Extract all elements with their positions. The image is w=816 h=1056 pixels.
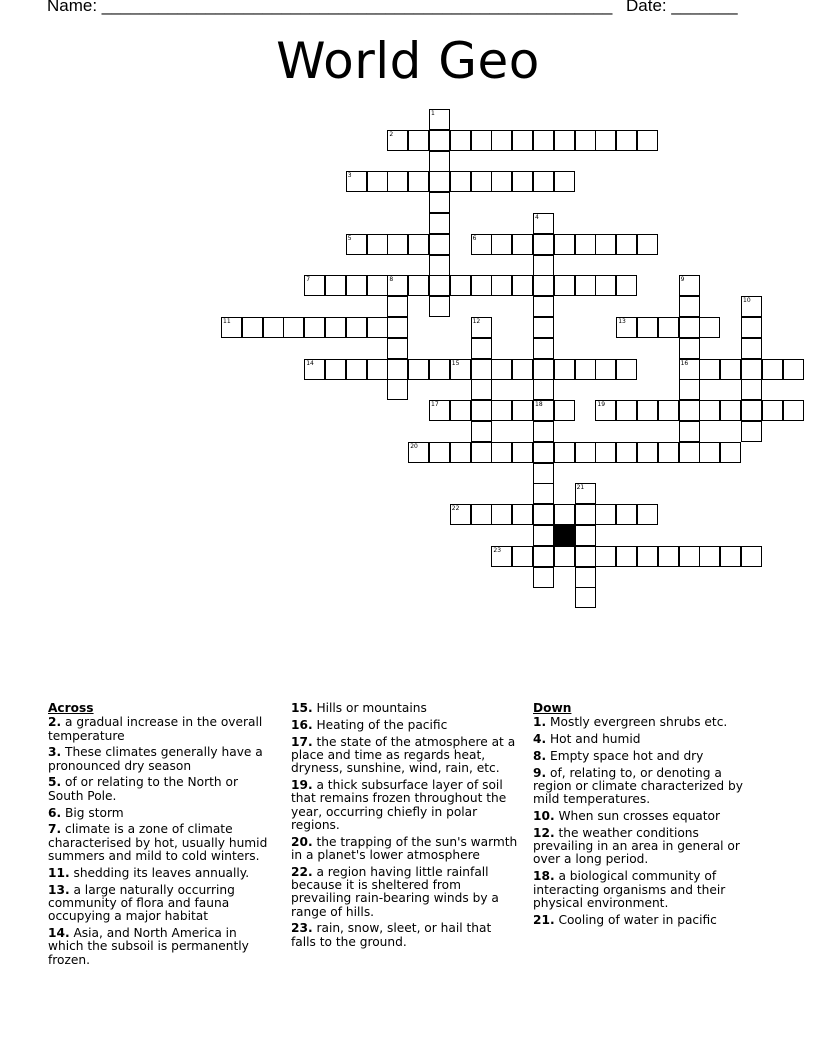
grid-cell[interactable] [533,255,554,276]
grid-cell[interactable] [450,359,471,380]
grid-cell[interactable] [471,504,492,525]
clue-item [48,823,276,863]
clue-text: Hills or mountains [316,701,427,715]
clue-item [533,810,761,823]
clue-item [533,733,761,746]
grid-cell[interactable] [221,317,242,338]
grid-cell[interactable] [512,171,533,192]
grid-cell[interactable] [304,359,325,380]
clue-text: Cooling of water in pacific [558,912,717,927]
grid-cell[interactable] [429,151,450,172]
clue-text: These climates generally have a pronounced dry season [48,745,263,773]
grid-cell[interactable] [346,171,367,192]
grid-cell[interactable] [491,504,512,525]
clue-text: Empty space hot and dry [550,748,704,763]
grid-cell[interactable] [533,171,554,192]
clue-number-label: 19. [291,777,313,792]
grid-cell[interactable] [367,359,388,380]
grid-cell[interactable] [346,317,367,338]
grid-cell[interactable] [304,317,325,338]
grid-cell[interactable] [387,379,408,400]
grid-cell[interactable] [741,421,762,442]
grid-cell[interactable] [533,442,554,463]
grid-cell[interactable] [429,255,450,276]
clue-item [291,719,519,732]
grid-cell[interactable] [554,234,575,255]
across-heading: Across [48,701,94,715]
grid-cell[interactable] [491,359,512,380]
grid-cell[interactable] [491,546,512,567]
grid-cell[interactable] [762,359,783,380]
clue-number: 5 [347,234,352,242]
clue-text: When sun crosses equator [558,809,721,824]
clue-text: of or relating to the North or South Pole. [48,775,238,803]
grid-cell[interactable] [595,400,616,421]
grid-cell[interactable] [533,525,554,546]
grid-cell[interactable] [408,359,429,380]
clue-number-label: 23. [291,921,313,936]
grid-cell[interactable] [616,442,637,463]
grid-cell[interactable] [387,296,408,317]
clue-number-label: 1. [533,715,547,730]
clue-text: rain, snow, sleet, or hail that falls to the ground. [291,921,492,949]
grid-cell[interactable] [720,400,741,421]
grid-cell[interactable] [387,234,408,255]
grid-cell[interactable] [575,546,596,567]
grid-cell[interactable] [554,504,575,525]
grid-cell[interactable] [679,421,700,442]
clue-text: the state of the atmosphere at a place and time as regards heat, dryness, sunshine, wind, rain, etc. [291,734,516,776]
clue-number-label: 6. [48,805,62,820]
grid-cell[interactable] [679,379,700,400]
grid-cell[interactable] [471,234,492,255]
grid-cell[interactable] [595,546,616,567]
grid-cell[interactable] [554,442,575,463]
clue-number: 9 [680,276,685,284]
clue-item [48,927,276,967]
grid-cell[interactable] [367,234,388,255]
grid-cell[interactable] [741,379,762,400]
grid-cell[interactable] [575,359,596,380]
clue-number: 20 [410,442,418,450]
clue-number-label: 17. [291,734,313,749]
clue-number: 10 [743,297,751,305]
grid-cell[interactable] [762,400,783,421]
grid-cell[interactable] [387,130,408,151]
clue-number-label: 18. [533,869,555,884]
grid-cell[interactable] [554,546,575,567]
clue-text: climate is a zone of climate characterised by hot, usually humid summers and mild to cold winters. [48,822,268,863]
grid-cell[interactable] [533,359,554,380]
grid-cell[interactable] [325,275,346,296]
clue-text: of, relating to, or denoting a region or climate characterized by mild temperatures. [533,765,743,807]
grid-cell[interactable] [512,234,533,255]
clue-number: 14 [306,359,314,367]
grid-cell[interactable] [741,546,762,567]
grid-cell[interactable] [450,504,471,525]
grid-cell[interactable] [450,130,471,151]
clue-number: 18 [535,401,543,409]
grid-cell[interactable] [471,400,492,421]
grid-cell[interactable] [533,483,554,504]
clue-number-label: 3. [48,745,62,760]
clue-item [533,827,761,867]
clue-text: the weather conditions prevailing in an area in general or over a long period. [533,825,740,867]
grid-cell[interactable] [679,275,700,296]
clue-text: the trapping of the sun's warmth in a planet's lower atmosphere [291,834,518,862]
grid-cell[interactable] [679,338,700,359]
clue-number-label: 22. [291,864,313,879]
grid-cell[interactable] [491,400,512,421]
grid-cell[interactable] [741,359,762,380]
grid-cell[interactable] [741,338,762,359]
clue-number-label: 4. [533,732,547,747]
grid-cell[interactable] [575,234,596,255]
clue-item [291,836,519,863]
grid-cell[interactable] [637,546,658,567]
clue-number: 16 [680,359,689,367]
clue-item [533,870,761,910]
grid-cell[interactable] [658,442,679,463]
clue-item [533,914,761,927]
grid-cell[interactable] [554,130,575,151]
grid-cell[interactable] [720,359,741,380]
grid-cell[interactable] [491,275,512,296]
clue-item [533,750,761,763]
clue-item [48,884,276,924]
grid-cell[interactable] [471,275,492,296]
clue-number: 4 [535,214,539,221]
clue-number-label: 2. [48,715,62,730]
clue-text: a biological community of interacting organisms and their physical environment. [533,869,726,910]
grid-cell[interactable] [616,400,637,421]
grid-cell[interactable] [575,442,596,463]
grid-cell[interactable] [512,400,533,421]
grid-cell[interactable] [699,442,720,463]
grid-cell[interactable] [533,317,554,338]
clue-text: Big storm [65,805,124,820]
grid-cell[interactable] [699,546,720,567]
clue-number-label: 16. [291,717,313,732]
grid-cell[interactable] [575,275,596,296]
grid-cell[interactable] [616,130,637,151]
grid-cell[interactable] [471,317,492,338]
grid-cell[interactable] [263,317,284,338]
clue-number-label: 7. [48,822,62,837]
clue-number: 22 [451,505,460,513]
clue-text: shedding its leaves annually. [73,865,250,880]
grid-cell[interactable] [595,130,616,151]
grid-cell[interactable] [575,587,596,608]
clue-number: 7 [306,276,311,284]
grid-cell[interactable] [533,379,554,400]
grid-cell[interactable] [637,317,658,338]
clue-item [291,736,519,776]
clue-item [533,767,761,807]
grid-cell[interactable] [533,504,554,525]
clue-item [291,779,519,832]
date-field: Date: _______ [626,0,738,15]
grid-cell[interactable] [512,546,533,567]
clue-number-label: 15. [291,701,313,715]
grid-cell[interactable] [429,171,450,192]
clue-number-label: 8. [533,748,547,763]
clue-item [48,746,276,773]
grid-cell[interactable] [429,359,450,380]
grid-cell[interactable] [429,109,450,130]
clue-number: 17 [431,401,439,409]
grid-cell[interactable] [242,317,263,338]
clue-text: Mostly evergreen shrubs etc. [550,715,728,730]
grid-cell[interactable] [741,296,762,317]
grid-cell[interactable] [699,400,720,421]
clue-text: a thick subsurface layer of soil that remains frozen throughout the year, occurring chiefly in polar regions. [291,777,507,832]
grid-cell[interactable] [533,421,554,442]
grid-cell[interactable] [616,275,637,296]
grid-cell[interactable] [595,359,616,380]
grid-cell[interactable] [533,567,554,588]
grid-cell[interactable] [575,130,596,151]
grid-cell[interactable] [679,442,700,463]
clue-number: 2 [389,130,394,138]
grid-cell[interactable] [491,130,512,151]
grid-cell[interactable] [741,400,762,421]
grid-cell[interactable] [471,359,492,380]
name-field: Name: ______________________________________________________ [47,0,613,15]
grid-cell[interactable] [575,483,596,504]
clue-number: 1 [431,110,435,117]
clue-item [48,776,276,803]
grid-cell[interactable] [679,359,700,380]
grid-cell[interactable] [283,317,304,338]
grid-cell[interactable] [346,359,367,380]
grid-cell[interactable] [450,275,471,296]
grid-cell[interactable] [699,359,720,380]
grid-cell[interactable] [533,546,554,567]
clue-item [48,807,276,820]
clue-number-label: 21. [533,912,555,927]
grid-cell[interactable] [554,171,575,192]
grid-cell[interactable] [637,130,658,151]
clue-number-label: 10. [533,809,555,824]
clue-number: 8 [389,276,394,284]
grid-cell[interactable] [595,234,616,255]
grid-cell[interactable] [408,275,429,296]
clue-number-label: 20. [291,834,313,849]
grid-cell[interactable] [533,234,554,255]
down-clues-col [533,702,761,930]
grid-cell[interactable] [429,400,450,421]
down-heading: Down [533,701,572,715]
grid-cell[interactable] [679,317,700,338]
clue-text: Hot and humid [550,732,641,747]
grid-cell[interactable] [304,275,325,296]
clue-number: 23 [493,546,502,554]
grid-cell[interactable] [450,171,471,192]
grid-cell[interactable] [533,400,554,421]
grid-cell[interactable] [387,359,408,380]
clue-number: 19 [597,401,606,409]
clue-text: a region having little rainfall because it is sheltered from prevailing rain-bearing winds by a range of hills. [291,864,499,919]
grid-cell[interactable] [408,171,429,192]
grid-cell[interactable] [575,504,596,525]
grid-cell[interactable] [471,421,492,442]
grid-cell[interactable] [471,171,492,192]
grid-cell[interactable] [533,463,554,484]
grid-cell[interactable] [512,359,533,380]
grid-cell[interactable] [595,504,616,525]
clue-item [291,702,519,715]
grid-cell[interactable] [575,525,596,546]
across-clues-col-2 [291,702,519,953]
grid-cell[interactable] [429,213,450,234]
clue-item [48,716,276,743]
clue-number: 12 [472,318,481,325]
grid-cell[interactable] [471,338,492,359]
grid-cell[interactable] [595,442,616,463]
grid-cell[interactable] [325,359,346,380]
clue-text: a gradual increase in the overall temperature [48,715,263,743]
grid-cell[interactable] [637,400,658,421]
grid-cell[interactable] [387,275,408,296]
grid-cell[interactable] [429,296,450,317]
clue-number: 13 [618,318,626,325]
grid-cell[interactable] [637,504,658,525]
grid-cell[interactable] [512,504,533,525]
grid-cell[interactable] [429,442,450,463]
grid-cell[interactable] [595,275,616,296]
grid-cell[interactable] [616,546,637,567]
clue-number: 21 [576,484,585,492]
grid-cell[interactable] [783,400,804,421]
grid-cell[interactable] [699,317,720,338]
grid-cell[interactable] [658,317,679,338]
clue-number: 15 [451,359,460,367]
grid-cell[interactable] [741,317,762,338]
grid-cell[interactable] [783,359,804,380]
clue-number-label: 12. [533,825,555,840]
across-clues-col-1 [48,702,276,970]
grid-cell[interactable] [512,275,533,296]
grid-cell[interactable] [367,171,388,192]
clue-number-label: 9. [533,765,547,780]
grid-cell[interactable] [429,234,450,255]
grid-cell[interactable] [367,275,388,296]
grid-cell[interactable] [471,130,492,151]
grid-cell[interactable] [491,171,512,192]
grid-cell[interactable] [367,317,388,338]
grid-cell[interactable] [450,442,471,463]
grid-cell[interactable] [616,359,637,380]
grid-cell[interactable] [533,213,554,234]
grid-cell[interactable] [408,442,429,463]
grid-cell[interactable] [408,234,429,255]
grid-cell[interactable] [325,317,346,338]
clue-item [533,716,761,729]
grid-cell[interactable] [533,275,554,296]
grid-cell[interactable] [346,275,367,296]
grid-cell[interactable] [408,130,429,151]
grid-cell[interactable] [679,400,700,421]
clue-text: Asia, and North America in which the subsoil is permanently frozen. [48,925,249,967]
grid-cell[interactable] [616,504,637,525]
grid-cell[interactable] [491,234,512,255]
grid-cell[interactable] [429,275,450,296]
grid-cell[interactable] [387,317,408,338]
grid-cell[interactable] [346,234,367,255]
clue-item [291,922,519,949]
grid-cell[interactable] [429,130,450,151]
grid-cell[interactable] [533,296,554,317]
grid-cell[interactable] [471,379,492,400]
grid-cell[interactable] [658,546,679,567]
clue-number: 3 [347,172,352,180]
grid-cell[interactable] [616,234,637,255]
grid-cell[interactable] [387,171,408,192]
clue-number: 6 [472,234,477,242]
grid-cell[interactable] [679,546,700,567]
grid-cell[interactable] [658,400,679,421]
clue-item [291,866,519,919]
clue-number-label: 14. [48,925,70,940]
clue-number-label: 11. [48,865,70,880]
grid-cell[interactable] [512,442,533,463]
grid-cell[interactable] [450,400,471,421]
grid-cell[interactable] [533,130,554,151]
clue-number-label: 13. [48,882,70,897]
grid-cell[interactable] [471,442,492,463]
grid-cell[interactable] [512,130,533,151]
grid-cell[interactable] [429,192,450,213]
grid-cell[interactable] [554,275,575,296]
grid-cell[interactable] [637,442,658,463]
grid-cell[interactable] [491,442,512,463]
grid-cell[interactable] [720,442,741,463]
grid-cell[interactable] [554,359,575,380]
grid-cell[interactable] [679,296,700,317]
grid-cell[interactable] [575,567,596,588]
grid-cell[interactable] [720,546,741,567]
page-title: World Geo [276,32,540,90]
grid-cell[interactable] [533,338,554,359]
clue-number: 11 [223,318,231,325]
grid-cell[interactable] [387,338,408,359]
black-cell [554,525,575,546]
clue-number-label: 5. [48,775,62,790]
clue-text: a large naturally occurring community of flora and fauna occupying a major habitat [48,882,235,924]
grid-cell[interactable] [637,234,658,255]
clue-text: Heating of the pacific [316,717,448,732]
grid-cell[interactable] [616,317,637,338]
grid-cell[interactable] [554,400,575,421]
clue-item [48,867,276,880]
